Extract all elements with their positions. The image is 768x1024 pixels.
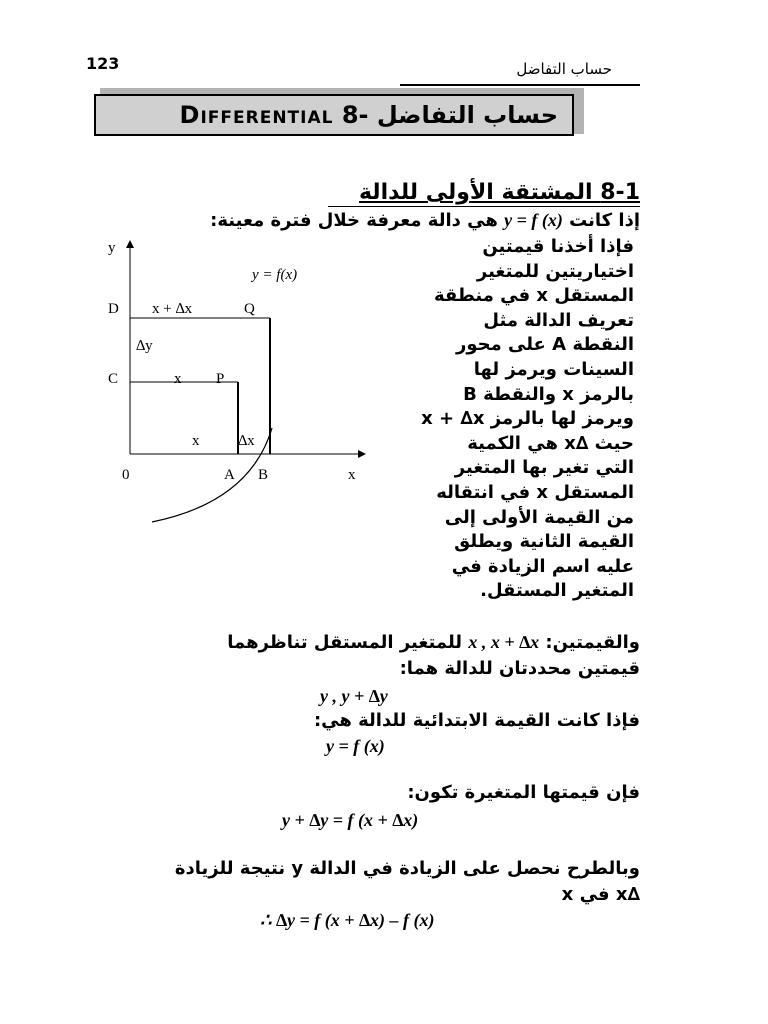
paragraph1-text-line: من القيمة الأولى إلى <box>444 506 634 528</box>
paragraph1-text-line: فإذا أخذنا قيمتين <box>482 236 634 257</box>
x-axis-arrow <box>358 450 366 458</box>
point-D-label: D <box>108 301 119 317</box>
curve-label: y = f(x) <box>252 267 298 283</box>
paragraph2-lead: والقيمتين: <box>545 632 640 653</box>
paragraph1-text-line: حيث ∆x هي الكمية <box>467 432 634 454</box>
running-head: حساب التفاضل <box>516 60 612 78</box>
chapter-number: -8 <box>341 101 369 129</box>
equation-values: y , y + ∆y <box>320 686 388 706</box>
section-title: 8-1 المشتقة الأولى للدالة <box>358 180 640 205</box>
segment-x-plus-dx-label: x + ∆x <box>152 301 193 317</box>
point-Q-label: Q <box>244 301 255 317</box>
paragraph1-text-line: تعريف الدالة مثل <box>483 309 634 331</box>
paragraph1-lead: إذا كانت <box>569 210 640 231</box>
paragraph1-text-line: التي تغير بها المتغير <box>454 457 634 479</box>
point-A-label: A <box>224 467 235 483</box>
bottom-x-label: x <box>192 433 200 449</box>
chapter-title <box>180 101 558 129</box>
paragraph1-formula: y = f (x) <box>504 210 563 230</box>
segment-x-label: x <box>174 371 182 387</box>
paragraph1-text-line: النقطة A على محور <box>455 334 634 356</box>
bottom-delta-x-label: ∆x <box>238 433 255 449</box>
paragraph1-tail: هي دالة معرفة خلال فترة معينة: <box>210 210 498 231</box>
paragraph1-text-line: القيمة الثانية ويطلق <box>454 531 634 553</box>
paragraph1-line1 <box>210 210 640 231</box>
point-C-label: C <box>108 371 119 387</box>
section-rule <box>328 206 640 207</box>
paragraph1-text-line: المستقل x في منطقة <box>433 285 634 307</box>
point-B-label: B <box>258 467 269 483</box>
paragraph2-line5: وبالطرح نحصل على الزيادة في الدالة y نتيجة للزيادة <box>174 858 640 879</box>
y-axis-label: y <box>108 240 116 256</box>
function-diagram <box>100 232 380 562</box>
paragraph2-line1 <box>227 632 640 653</box>
paragraph1-text-line: المتغير المستقل. <box>480 580 634 602</box>
paragraph1-text-line: بالرمز x والنقطة B <box>463 383 634 405</box>
paragraph2-line4: فإن قيمتها المتغيرة تكون: <box>407 782 640 803</box>
delta-y-label: ∆y <box>136 338 153 354</box>
paragraph2-formula: x , x + ∆x <box>468 632 540 652</box>
paragraph1-text-line: المستقل x في انتقاله <box>436 482 634 503</box>
paragraph1-text-line: اختياريتين للمتغير <box>476 260 634 282</box>
equation-delta-y: ∴ ∆y = f (x + ∆x) – f (x) <box>260 910 435 930</box>
paragraph2-line3: فإذا كانت القيمة الابتدائية للدالة هي: <box>313 710 640 731</box>
equation-changed: y + ∆y = f (x + ∆x) <box>282 810 419 830</box>
equation-initial: y = f (x) <box>326 736 385 756</box>
chapter-title-box <box>94 94 574 136</box>
paragraph1-text-line: السينات ويرمز لها <box>473 359 634 380</box>
paragraph1-text-line: ويرمز لها بالرمز x + ∆x <box>421 408 634 430</box>
chapter-title-ar: حساب التفاضل <box>376 101 558 129</box>
x-axis-label: x <box>348 467 356 483</box>
chapter-title-en: Differential <box>179 101 334 129</box>
page-number: 123 <box>86 54 120 73</box>
paragraph2-line6: ∆x في x <box>561 884 640 905</box>
origin-label: 0 <box>122 467 130 483</box>
paragraph2-line2: قيمتين محددتان للدالة هما: <box>399 658 640 679</box>
header-rule <box>400 84 640 86</box>
paragraph1-text-line: عليه اسم الزيادة في <box>451 555 634 577</box>
y-axis-arrow <box>126 240 134 248</box>
point-P-label: P <box>216 371 225 387</box>
paragraph2-tail: للمتغير المستقل تناظرهما <box>227 632 463 653</box>
